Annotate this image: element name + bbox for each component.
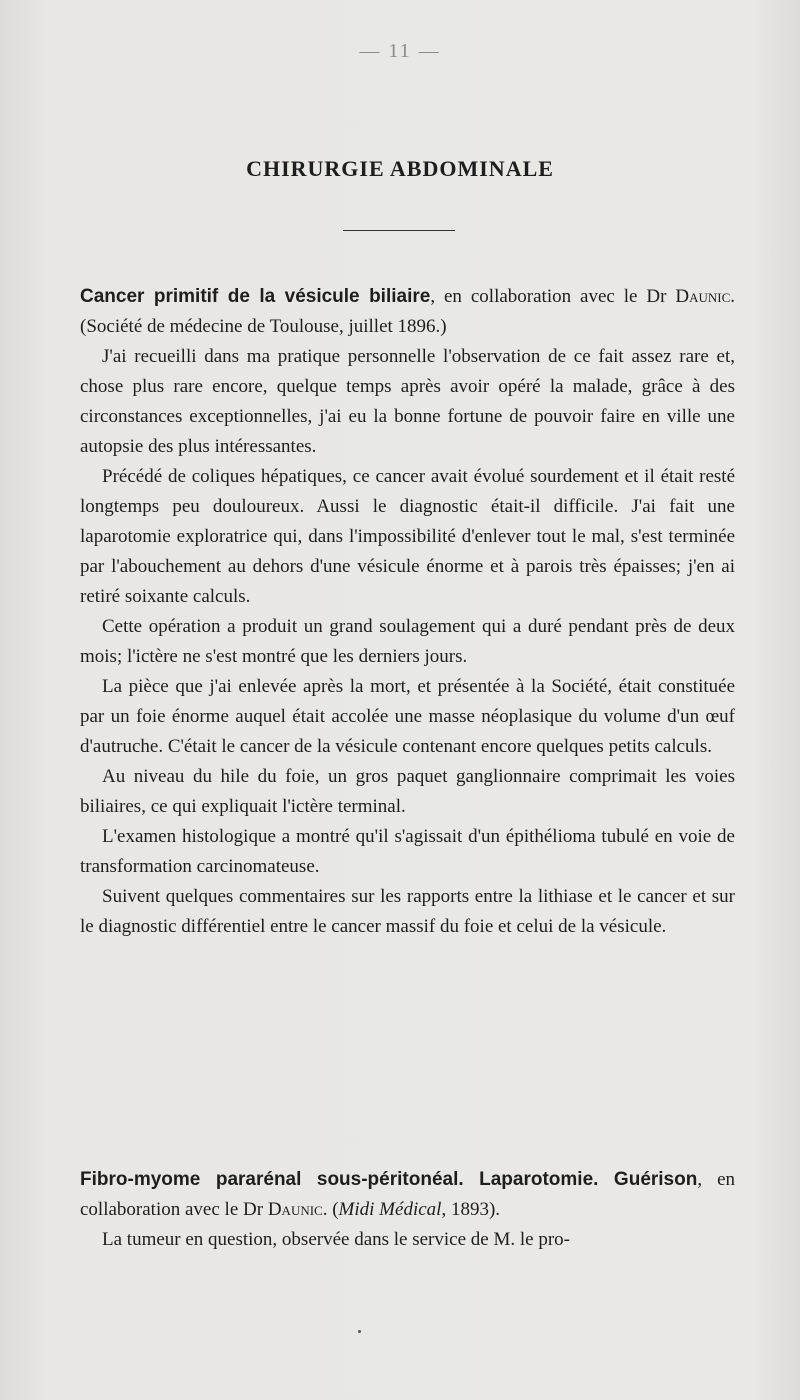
title-divider (343, 230, 455, 231)
paragraph: L'examen histologique a montré qu'il s'agissait d'un épithélioma tubulé en voie de transformation carcinomateuse. (80, 826, 735, 877)
article-meta-text: , en collaboration avec le (80, 1169, 735, 1220)
article-source-close: , 1893). (441, 1199, 501, 1220)
article-heading (80, 282, 735, 342)
article-cancer-vesicule (80, 282, 735, 942)
doctor-abbrev: Dr (243, 1199, 264, 1220)
journal-name: Midi Médical (338, 1199, 442, 1220)
article-title: Fibro-myome pararénal sous-péritonéal. Laparotomie. Guérison (80, 1169, 698, 1190)
paragraph: Au niveau du hile du foie, un gros paquet ganglionnaire comprimait les voies biliaires, ce qui expliquait l'ictère terminal. (80, 766, 735, 817)
coauthor-name: Daunic (675, 286, 731, 307)
paragraph: Suivent quelques commentaires sur les rapports entre la lithiase et le cancer et sur le diagnostic différentiel entre le cancer massif du foie et celui de la vésicule. (80, 886, 735, 937)
article-source: . (Société de médecine de Toulouse, juillet 1896.) (80, 286, 735, 337)
paragraph: La pièce que j'ai enlevée après la mort, et présentée à la Société, était constituée par un foie énorme auquel était accolée une masse néoplasique du volume d'un œuf d'autruche. C'était le cancer de la vésicule contenant encore quelques petits calculs. (80, 676, 735, 757)
print-speck (358, 1330, 361, 1333)
article-fibro-myome (80, 1165, 735, 1255)
coauthor-name: Daunic (267, 1199, 323, 1220)
doctor-abbrev: Dr (646, 286, 667, 307)
article-title: Cancer primitif de la vésicule biliaire (80, 286, 431, 307)
paragraph: J'ai recueilli dans ma pratique personnelle l'observation de ce fait assez rare et, chose plus rare encore, quelque temps après avoir opéré la malade, grâce à des circonstances exceptionnelles, j'ai eu la bonne fortune de pouvoir faire en ville une autopsie des plus intéressantes. (80, 346, 735, 457)
paragraph: Cette opération a produit un grand soulagement qui a duré pendant près de deux mois; l'ictère ne s'est montré que les derniers jours. (80, 616, 735, 667)
paragraph: La tumeur en question, observée dans le service de M. le pro- (102, 1229, 570, 1250)
page-number: — 11 — (359, 40, 441, 62)
section-title: CHIRURGIE ABDOMINALE (246, 156, 554, 181)
article-meta-text: , en collaboration avec le (430, 286, 647, 307)
article-source-open: . ( (322, 1199, 339, 1220)
article-heading (80, 1165, 735, 1225)
paragraph: Précédé de coliques hépatiques, ce cancer avait évolué sourdement et il était resté longtemps peu douloureux. Aussi le diagnostic était-il difficile. J'ai fait une laparotomie exploratrice qui, dans l'impossibilité d'enlever tout le mal, s'est terminée par l'abouchement au dehors d'une vésicule énorme et à parois très épaisses; j'en ai retiré soixante calculs. (80, 466, 735, 607)
